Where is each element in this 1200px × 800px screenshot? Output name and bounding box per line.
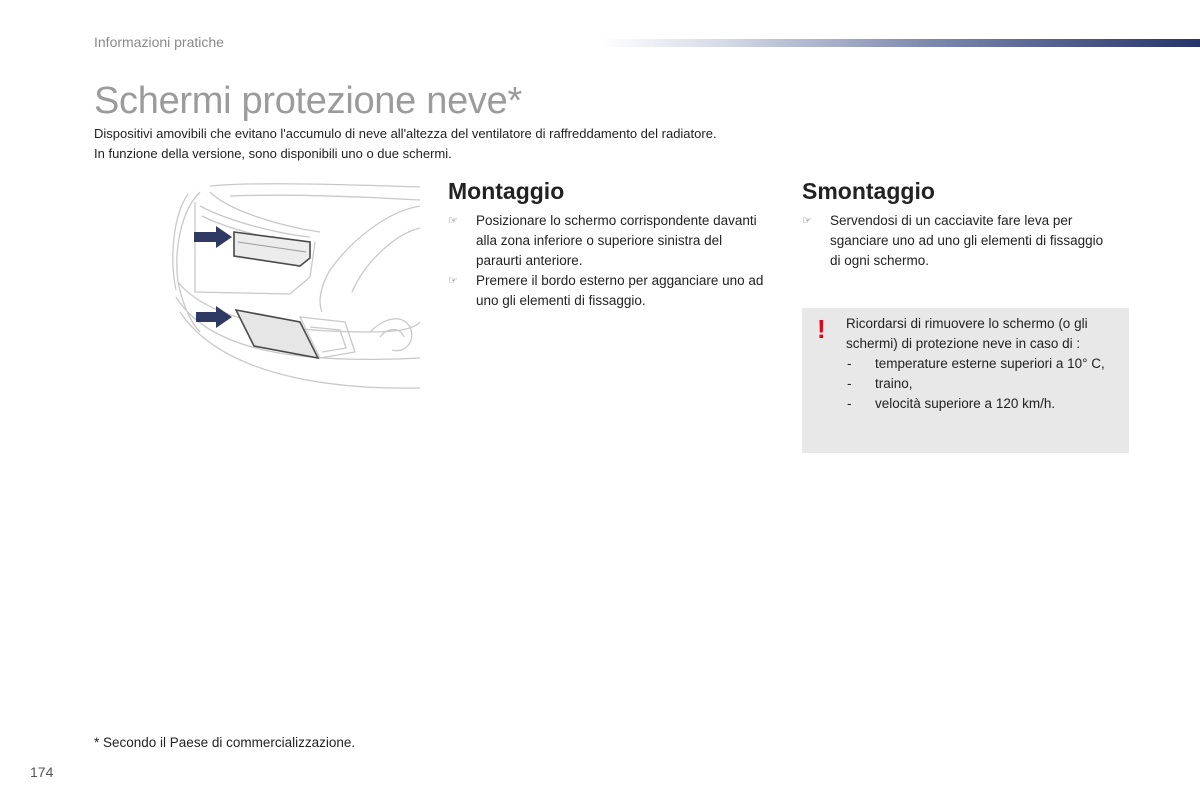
hand-pointer-icon: ☞ bbox=[802, 215, 812, 227]
footnote: * Secondo il Paese di commercializzazione. bbox=[94, 735, 356, 750]
step-text: Servendosi di un cacciavite fare leva per sganciare uno ad uno gli elementi di fissaggio di ogni schermo. bbox=[830, 213, 1104, 268]
header-accent-bar bbox=[600, 39, 1200, 47]
step-text: Posizionare lo schermo corrispondente davanti alla zona inferiore o superiore sinistra del paraurti anteriore. bbox=[476, 213, 757, 268]
list-item bbox=[448, 271, 768, 311]
list-item bbox=[846, 394, 1122, 414]
arrow-icon bbox=[194, 226, 232, 328]
upper-snow-screen bbox=[234, 232, 310, 266]
exclamation-icon: ! bbox=[817, 314, 826, 344]
warning-item-text: traino, bbox=[875, 376, 913, 391]
warning-intro: Ricordarsi di rimuovere lo schermo (o gli schermi) di protezione neve in caso di : bbox=[846, 316, 1088, 351]
montaggio-heading: Montaggio bbox=[448, 178, 565, 204]
warning-box bbox=[802, 308, 1129, 453]
section-label: Informazioni pratiche bbox=[94, 34, 224, 50]
intro-line-2: In funzione della versione, sono disponibili uno o due schermi. bbox=[94, 146, 452, 161]
car-front-illustration bbox=[170, 182, 420, 398]
hand-pointer-icon: ☞ bbox=[448, 275, 458, 287]
warning-content bbox=[846, 314, 1122, 414]
page-number: 174 bbox=[30, 764, 54, 780]
list-item bbox=[802, 211, 1114, 271]
list-item bbox=[846, 374, 1122, 394]
montaggio-steps bbox=[448, 211, 768, 311]
dash: - bbox=[847, 356, 852, 371]
warning-list bbox=[846, 354, 1122, 414]
smontaggio-steps bbox=[802, 211, 1114, 271]
hand-pointer-icon: ☞ bbox=[448, 215, 458, 227]
list-item bbox=[448, 211, 768, 271]
list-item bbox=[846, 354, 1122, 374]
dash: - bbox=[847, 376, 852, 391]
warning-item-text: velocità superiore a 120 km/h. bbox=[875, 396, 1056, 411]
warning-item-text: temperature esterne superiori a 10° C, bbox=[875, 356, 1105, 371]
intro-line-1: Dispositivi amovibili che evitano l'accumulo di neve all'altezza del ventilatore di raffreddamento del radiatore. bbox=[94, 126, 717, 141]
smontaggio-heading: Smontaggio bbox=[802, 178, 935, 204]
intro-text bbox=[94, 124, 894, 164]
step-text: Premere il bordo esterno per agganciare uno ad uno gli elementi di fissaggio. bbox=[476, 273, 764, 308]
dash: - bbox=[847, 396, 852, 411]
car-outline bbox=[173, 184, 420, 388]
page-title: Schermi protezione neve* bbox=[94, 80, 522, 122]
